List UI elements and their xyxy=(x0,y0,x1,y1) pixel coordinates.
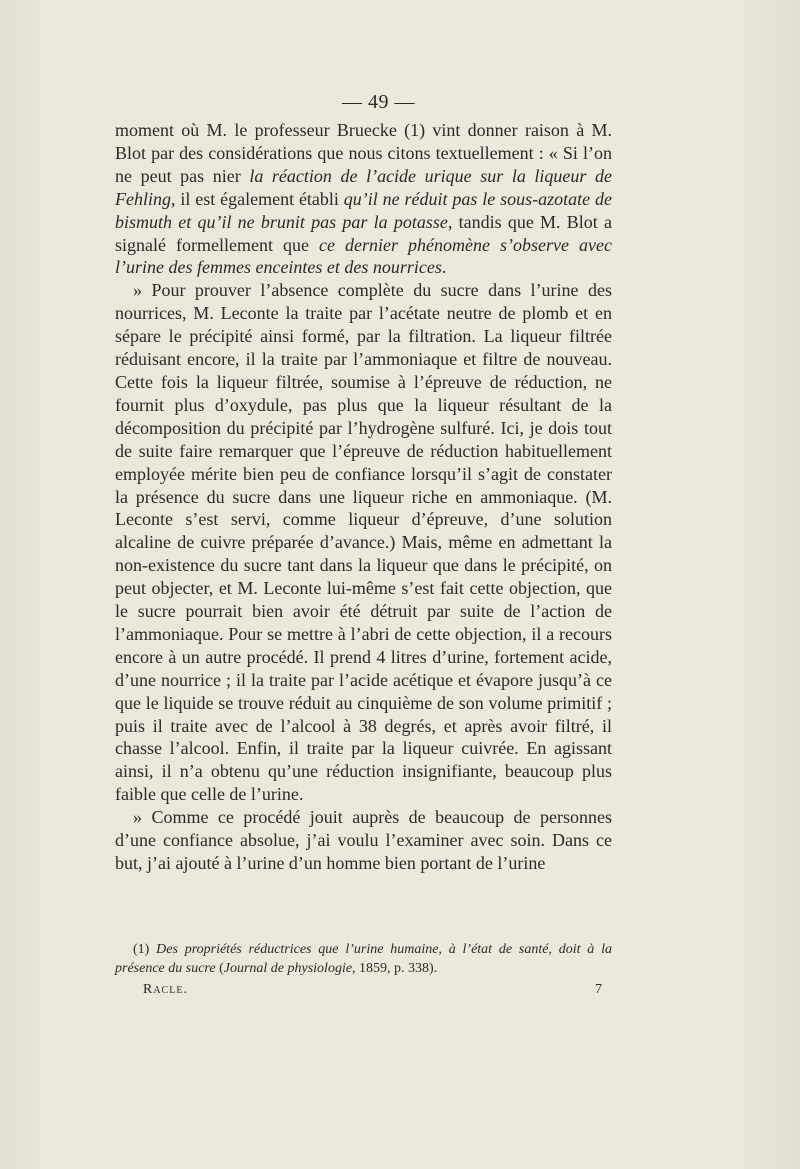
text-run: , tandis que M. Blot a signalé formellement que xyxy=(115,211,613,255)
body-text xyxy=(115,119,612,875)
italic-text: qu’il ne réduit pas le sous-azotate de bismuth et qu’il ne brunit pas par la potasse xyxy=(115,188,612,232)
text-run: , 1859, p. 338). xyxy=(352,961,438,976)
italic-text: Journal de physiologie xyxy=(223,961,353,976)
italic-text: ce dernier phénomène s’observe avec l’urine des femmes enceintes et des nourrices xyxy=(115,234,612,278)
text-run: » Pour prouver l’absence complète du sucre dans l’urine des nourrices, M. Leconte la traite par l’acétate neutre de plomb et en sépare le précipité ainsi formé, par la filtration. La liqueur filtrée réduisant encore, il la traite par l’ammoniaque et filtre de nouveau. Cette fois la liqueur filtrée, soumise à l’épreuve de réduction, ne fournit plus d’oxydule, pas plus que la liqueur résultant de la décomposition du précipité par l’hydrogène sulfuré. Ici, je dois tout de suite faire remarquer que l’épreuve de réduction habituellement employée mérite bien peu de confiance lorsqu’il s’agit de constater la présence du sucre dans une liqueur riche en ammoniaque. (M. Leconte s’est servi, comme liqueur d’épreuve, d’une solution alcaline de cuivre préparée d’avance.) Mais, même en admettant la non-existence du sucre tant dans la liqueur que dans le précipité, on peut objecter, et M. Leconte lui-même s’est fait cette objection, que le sucre pourrait bien avoir été détruit par suite de l’action de l’ammoniaque. Pour se mettre à l’abri de cette objection, il a recours encore à un autre procédé. Il prend 4 litres d’urine, fortement acide, d’une nourrice ; il la traite par l’acide acétique et évapore jusqu’à ce que le liquide se trouve réduit au cinquième de son volume primitif ; puis il traite avec de l’alcool à 38 degrés, et après avoir filtré, il chasse l’alcool. Enfin, il traite par la liqueur cuivrée. En agissant ainsi, il n’a obtenu qu’une réduction insignifiante, beaucoup plus faible que celle de l’urine. xyxy=(115,280,612,805)
main-text-block xyxy=(115,88,612,875)
paragraph xyxy=(115,279,612,806)
text-run: ( xyxy=(215,961,224,976)
text-run: moment où M. le professeur Bruecke (1) vint donner raison à M. Blot par des considérations que nous citons textuellement : « Si l’on ne peut pas nier xyxy=(115,120,612,186)
paragraph xyxy=(115,806,612,875)
signature-row xyxy=(115,980,612,999)
italic-text: la réaction de l’acide urique sur la liqueur de Fehling xyxy=(115,165,612,209)
footnote-area xyxy=(115,940,612,999)
text-run: , il est également établi xyxy=(171,188,344,209)
italic-text: Des propriétés réductrices que l’urine humaine, à l’état de santé, doit à la présence du sucre xyxy=(115,942,612,976)
page-number-header: — 49 — xyxy=(342,91,415,113)
sheet-number: 7 xyxy=(595,982,602,997)
author-signature: Racle. xyxy=(143,982,188,997)
footnote xyxy=(115,940,612,978)
text-run: » Comme ce procédé jouit auprès de beaucoup de personnes d’une confiance absolue, j’ai voulu l’examiner avec soin. Dans ce but, j’ai ajouté à l’urine d’un homme bien portant de l’urine xyxy=(115,807,612,873)
text-run: . xyxy=(441,257,447,278)
text-run: (1) xyxy=(133,942,157,957)
paragraph xyxy=(115,119,612,279)
